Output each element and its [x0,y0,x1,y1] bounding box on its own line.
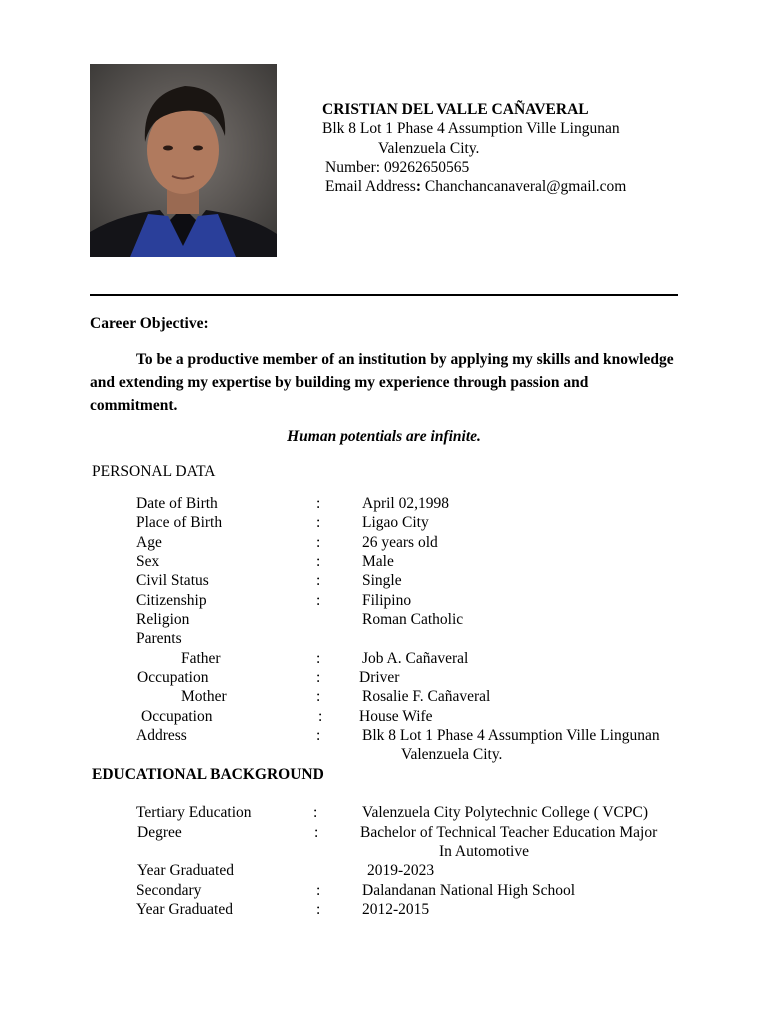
personal-row-label: Mother [181,688,227,705]
email-label: Email Address [325,178,416,195]
personal-row-label: Sex [136,553,160,570]
personal-row-label: Citizenship [136,592,207,609]
motto: Human potentials are infinite. [287,428,481,445]
personal-row-label: Civil Status [136,572,209,589]
education-row-value-continued: In Automotive [439,843,529,860]
personal-row-colon: : [316,727,321,744]
header-divider [90,294,678,296]
personal-row-value: Ligao City [362,514,429,531]
personal-row-label: Religion [136,611,190,628]
education-row-colon: : [314,824,319,841]
education-row-colon: : [313,804,318,821]
personal-row-colon: : [318,708,323,725]
personal-row-value: Driver [359,669,400,686]
career-objective-text: To be a productive member of an institution by applying my skills and knowledge and extending my expertise by building my experience through passion and commitment. [90,351,674,414]
personal-row-label: Occupation [141,708,213,725]
career-objective-heading: Career Objective: [90,315,209,332]
education-row-value: Valenzuela City Polytechnic College ( VCPC) [362,804,648,821]
education-row-label: Year Graduated [136,901,233,918]
personal-row-value: Roman Catholic [362,611,464,628]
personal-row-label: Age [136,534,162,551]
education-row-label: Year Graduated [137,862,234,879]
personal-row-value: Filipino [362,592,412,609]
education-row-value: Bachelor of Technical Teacher Education Major [360,824,658,841]
personal-row-label: Parents [136,630,182,647]
personal-data-heading: PERSONAL DATA [92,463,216,480]
email-line [325,178,626,197]
education-heading: EDUCATIONAL BACKGROUND [92,766,324,783]
personal-row-value: Job A. Cañaveral [362,650,469,667]
education-row-label: Secondary [136,882,202,899]
personal-row-value-continued: Valenzuela City. [401,746,503,763]
personal-row-value: House Wife [359,708,433,725]
personal-row-colon: : [316,572,321,589]
phone-label: Number: [325,159,384,176]
personal-row-label: Occupation [137,669,209,686]
personal-row-colon: : [316,592,321,609]
personal-row-colon: : [316,553,321,570]
education-row-label: Degree [137,824,182,841]
personal-row-label: Father [181,650,221,667]
phone-number: 09262650565 [383,159,470,176]
personal-row-value: Male [362,553,394,570]
personal-row-value: Rosalie F. Cañaveral [362,688,491,705]
email-address: Chanchancanaveral@gmail.com [424,178,627,195]
personal-row-value: 26 years old [362,534,438,551]
profile-photo-image [90,64,277,257]
personal-row-label: Place of Birth [136,514,223,531]
education-row-value: 2019-2023 [367,862,435,879]
personal-row-colon: : [316,534,321,551]
education-row-value: 2012-2015 [362,901,430,918]
personal-row-colon: : [316,514,321,531]
phone-number-line [325,159,469,178]
personal-row-colon: : [316,688,321,705]
personal-row-colon: : [316,495,321,512]
education-row-colon: : [316,901,321,918]
personal-row-label: Address [136,727,187,744]
personal-row-colon: : [316,669,321,686]
personal-row-label: Date of Birth [136,495,218,512]
email-colon: : [415,178,422,195]
personal-row-colon: : [316,650,321,667]
address-line-2: Valenzuela City. [378,140,480,157]
education-row-value: Dalandanan National High School [362,882,576,899]
address-line-1: Blk 8 Lot 1 Phase 4 Assumption Ville Lingunan [322,120,620,137]
full-name: CRISTIAN DEL VALLE CAÑAVERAL [322,101,589,118]
education-row-label: Tertiary Education [136,804,252,821]
profile-photo [90,64,277,257]
personal-row-value: Blk 8 Lot 1 Phase 4 Assumption Ville Lingunan [362,727,660,744]
personal-row-value: Single [362,572,402,589]
personal-row-value: April 02,1998 [362,495,449,512]
education-row-colon: : [316,882,321,899]
